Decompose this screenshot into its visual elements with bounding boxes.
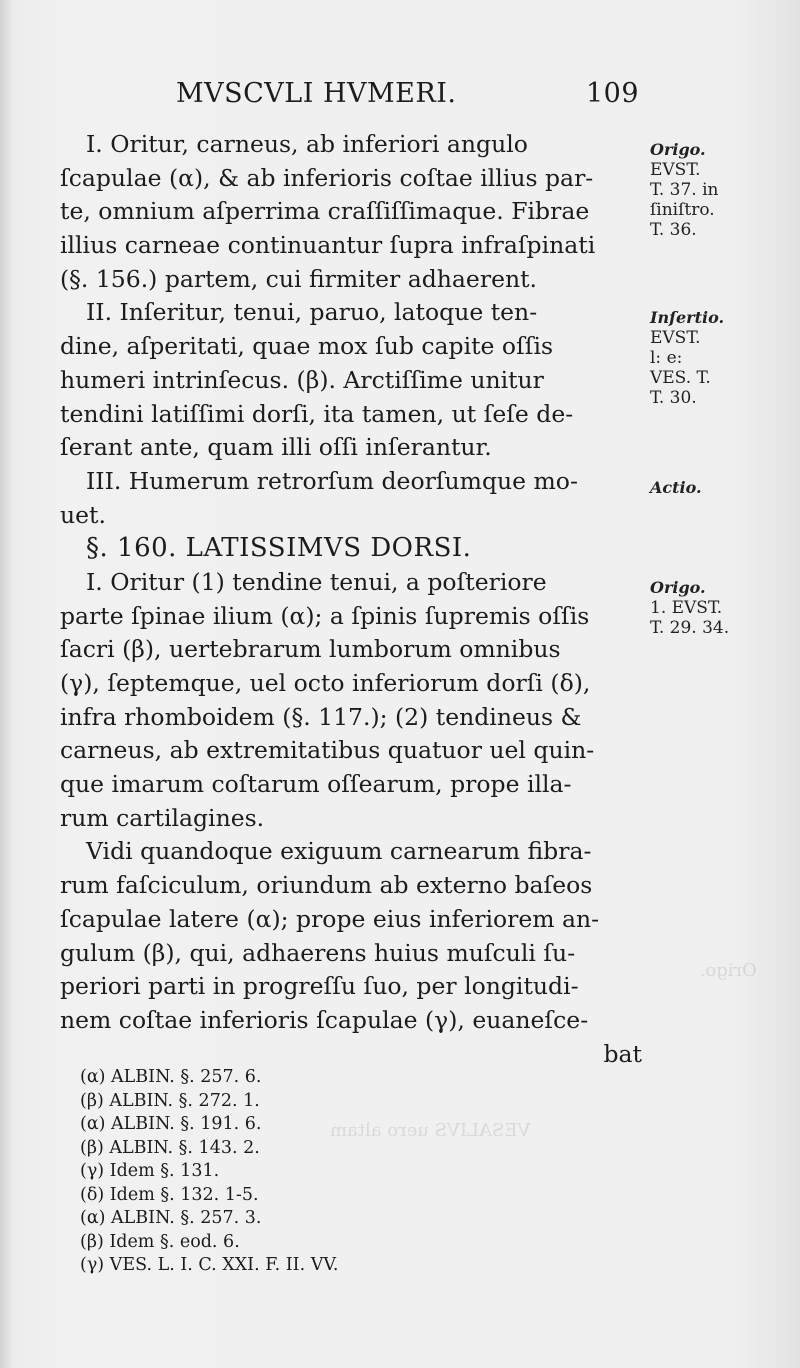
bleed-through-text: Origo. <box>700 960 757 981</box>
text-line: ſcapulae (α), & ab inferioris coſtae illius par- <box>60 163 594 192</box>
running-header <box>176 78 656 122</box>
text-line: Vidi quandoque exiguum carnearum fibra- <box>86 837 592 866</box>
text-line: humeri intrinſecus. (β). Arctiſſime unitur <box>60 365 544 394</box>
text-line: I. Oritur (1) tendine tenui, a poſteriore <box>86 567 547 596</box>
text-line: (γ), ſeptemque, uel octo inferiorum dorſi (δ), <box>60 669 591 697</box>
margin-note-actio: Actio. <box>650 478 702 497</box>
page-number: 109 <box>586 78 640 109</box>
footnote: (α) ALBIN. §. 257. 6. <box>80 1067 262 1087</box>
text-line: infra rhomboidem (§. 117.); (2) tendineus & <box>60 702 582 731</box>
text-line: ſcapulae latere (α); prope eius inferiorem an- <box>60 904 600 933</box>
text-line: te, omnium aſperrima craſſiſſimaque. Fibrae <box>60 197 590 226</box>
catchword: bat <box>603 1039 642 1068</box>
footnote: (β) ALBIN. §. 272. 1. <box>80 1090 260 1111</box>
margin-note-insertio: Inſertio. EVST. l: e: VES. T. T. 30. <box>650 308 725 408</box>
footnote: (β) Idem §. eod. 6. <box>80 1231 240 1252</box>
margin-note-origo: Origo. EVST. T. 37. in ſiniſtro. T. 36. <box>650 140 719 240</box>
bleed-through-text: VESALIVS uero altam <box>330 1120 531 1141</box>
text-line: carneus, ab extremitatibus quatuor uel quin- <box>60 736 595 765</box>
margin-note-origo-latissimus: Origo. 1. EVST. T. 29. 34. <box>650 578 730 638</box>
text-line: dine, aſperitati, quae mox ſub capite oſſis <box>60 332 554 361</box>
text-line: parte ſpinae ilium (α); a ſpinis ſupremis oſſis <box>60 601 590 630</box>
text-line: II. Inſeritur, tenui, paruo, latoque ten- <box>86 298 538 327</box>
footnote: (α) ALBIN. §. 191. 6. <box>80 1114 262 1134</box>
text-line: gulum (β), qui, adhaerens huius muſculi ſu- <box>60 938 576 967</box>
text-line: ſerant ante, quam illi oſſi inſerantur. <box>60 433 492 462</box>
text-line: nem coſtae inferioris ſcapulae (γ), euaneſce- <box>60 1005 589 1034</box>
footnotes <box>80 1066 580 1278</box>
text-line: rum cartilagines. <box>60 803 265 832</box>
text-line: illius carneae continuantur ſupra infraſpinati <box>60 231 596 260</box>
section-heading: §. 160. LATISSIMVS DORSI. <box>86 533 472 564</box>
text-line: III. Humerum retrorſum deorſumque mo- <box>86 466 578 495</box>
footnote: (α) ALBIN. §. 257. 3. <box>80 1208 262 1228</box>
text-line: periori parti in progreſſu ſuo, per longitudi- <box>60 972 579 1001</box>
text-line: tendini latiſſimi dorſi, ita tamen, ut ſeſe de- <box>60 399 574 428</box>
footnote: (δ) Idem §. 132. 1-5. <box>80 1184 259 1205</box>
text-line: I. Oritur, carneus, ab inferiori angulo <box>86 130 528 158</box>
text-line: uet. <box>60 500 106 529</box>
main-text <box>60 128 642 1071</box>
text-line: ſacri (β), uertebrarum lumborum omnibus <box>60 635 561 664</box>
footnote: (γ) Idem §. 131. <box>80 1161 220 1181</box>
text-line: que imarum coſtarum oſſearum, prope illa- <box>60 770 572 799</box>
page-title: MVSCVLI HVMERI. <box>176 78 457 109</box>
footnote: (γ) VES. L. I. C. XXI. F. II. VV. <box>80 1255 339 1275</box>
text-line: (§. 156.) partem, cui firmiter adhaerent. <box>60 264 538 293</box>
footnote: (β) ALBIN. §. 143. 2. <box>80 1137 260 1158</box>
text-line: rum faſciculum, oriundum ab externo baſeos <box>60 871 593 900</box>
